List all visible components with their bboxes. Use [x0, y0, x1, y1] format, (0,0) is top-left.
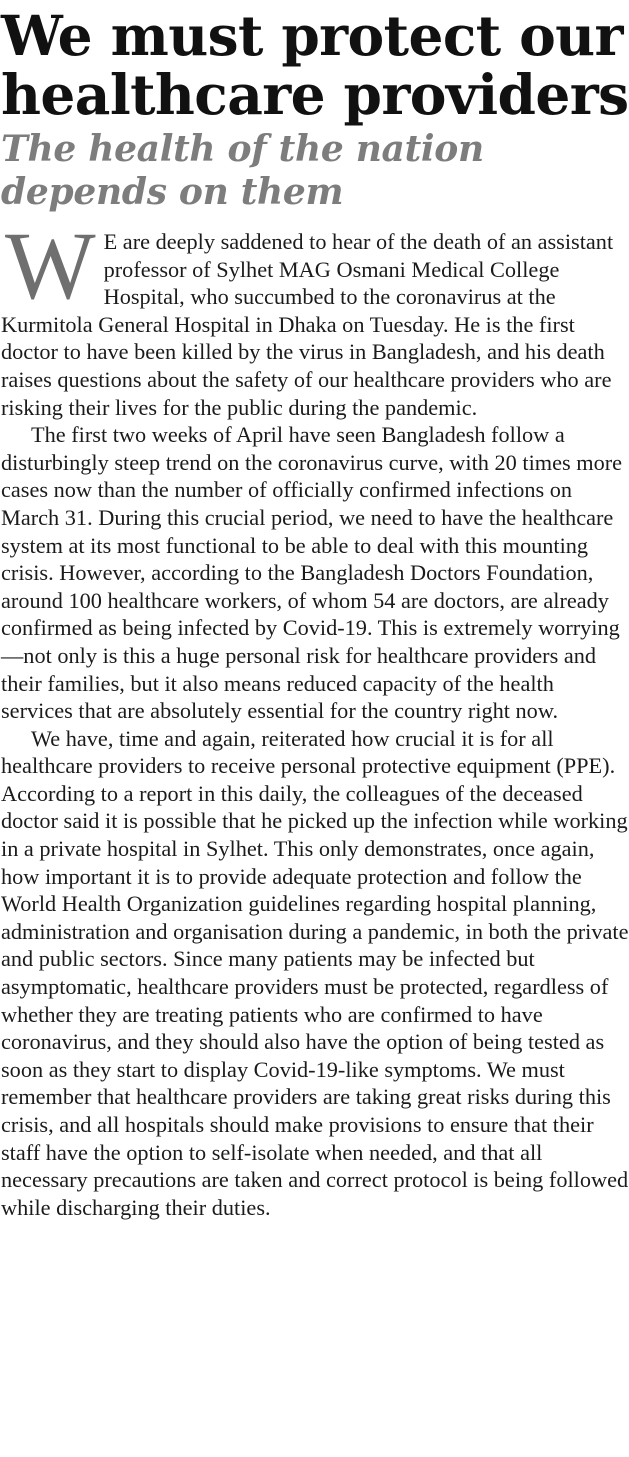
- article-body: [0, 214, 629, 1221]
- drop-cap: W: [5, 212, 96, 319]
- paragraph-3: We have, time and again, reiterated how crucial it is for all healthcare providers to receive personal protective equipment (PPE). According to a report in this daily, the colleagues of the deceased doctor said it is possible that he picked up the infection while working in a private hospital in Sylhet. This only demonstrates, once again, how important it is to provide adequate protection and follow the World Health Organization guidelines regarding hospital planning, administration and organisation during a pandemic, in both the private and public sectors. Since many patients may be infected but asymptomatic, healthcare providers must be protected, regardless of whether they are treating patients who are confirmed to have coronavirus, and they should also have the option of being tested as soon as they start to display Covid-19-like symptoms. We must remember that healthcare providers are taking great risks during this crisis, and all hospitals should make provisions to ensure that their staff have the option to self-isolate when needed, and that all necessary precautions are taken and correct protocol is being followed while discharging their duties.: [1, 725, 629, 1220]
- subheadline: The health of the nation depends on them: [1, 128, 484, 213]
- headline: We must protect our healthcare providers: [1, 3, 629, 127]
- paragraph-1-text: E are deeply saddened to hear of the death of an assistant professor of Sylhet MAG Osmani Medical College Hospital, who succumbed to the coronavirus at the Kurmitola General Hospital in Dhaka on Tuesday. He is the first doctor to have been killed by the virus in Bangladesh, and his death raises questions about the safety of our healthcare providers who are risking their lives for the public during the pandemic.: [1, 229, 614, 420]
- paragraph-2: The first two weeks of April have seen Bangladesh follow a disturbingly steep trend on the coronavirus curve, with 20 times more cases now than the number of officially confirmed infections on March 31. During this crucial period, we need to have the healthcare system at its most functional to be able to deal with this mounting crisis. However, according to the Bangladesh Doctors Foundation, around 100 healthcare workers, of whom 54 are doctors, are already confirmed as being infected by Covid-19. This is extremely worrying—not only is this a huge personal risk for healthcare providers and their families, but it also means reduced capacity of the health services that are absolutely essential for the country right now.: [1, 422, 623, 724]
- paragraph-1: [1, 212, 629, 421]
